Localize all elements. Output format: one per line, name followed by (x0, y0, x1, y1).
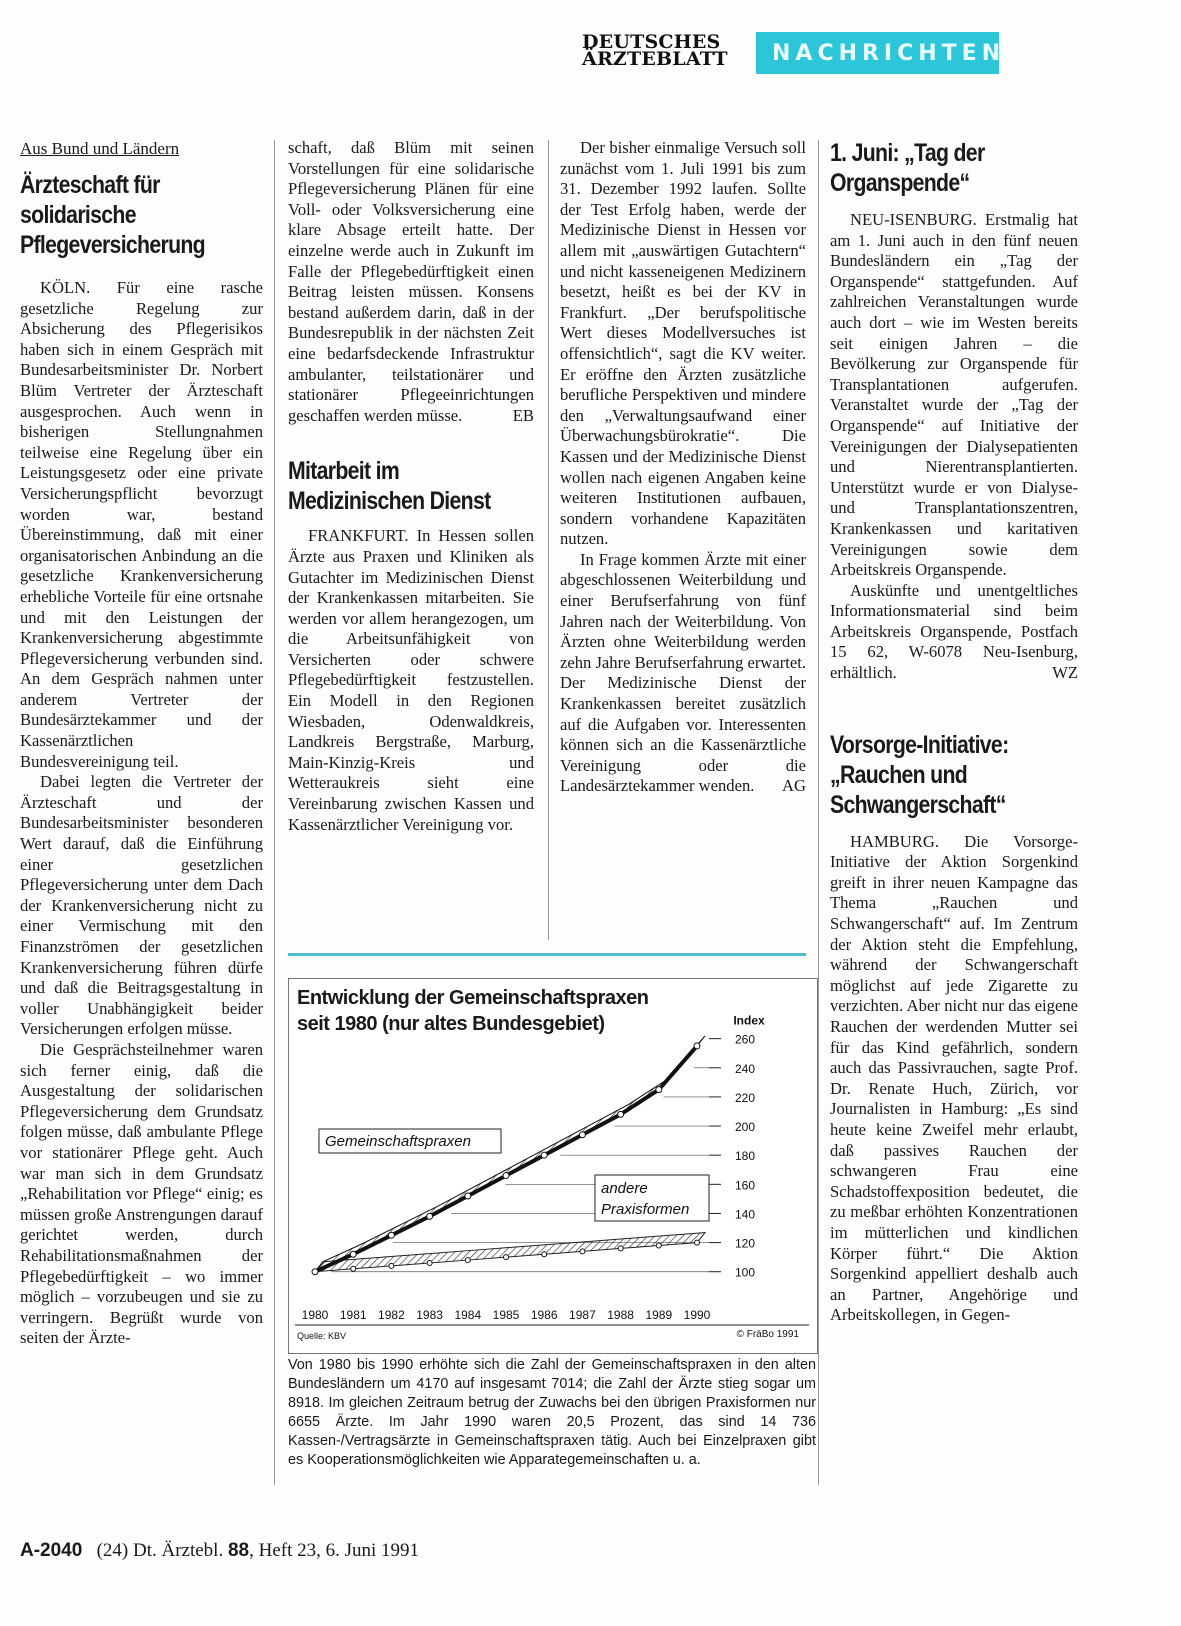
chart-source: Quelle: KBV (297, 1331, 347, 1341)
article4-headline: Vorsorge-Initiative: „Rauchen und Schwangerschaft“ (830, 730, 1009, 819)
column-1 (20, 138, 263, 1349)
data-point-andere-praxisformen (580, 1249, 585, 1254)
series-band-gemeinschaftspraxen (315, 1036, 705, 1272)
data-point-andere-praxisformen (504, 1255, 509, 1260)
kicker: Aus Bund und Ländern (20, 139, 180, 158)
x-tick-label: 1990 (683, 1308, 711, 1322)
article3-headline: 1. Juni: „Tag der Organspende“ (830, 139, 985, 197)
article2-paragraph-text: In Frage kommen Ärzte mit einer abgeschlossenen Weiterbildung und einer Berufserfahrung von fünf Jahren nach der Weiterbildung. Von Ärzten ohne Weiterbildung werden zehn Jahre Berufserfahrung erwartet. Der Medizinische Dienst der Krankenkassen bereitet zusätzlich auf die Aufgaben vor. Interessenten können sich an die Kassenärztliche Vereinigung oder die Landesärztekammer wenden. (560, 549, 807, 796)
x-tick-label: 1982 (378, 1308, 405, 1322)
data-point-gemeinschaftspraxen (579, 1132, 585, 1138)
article2-paragraph: Der bisher einmalige Versuch soll zunächst vom 1. Juli 1991 bis zum 31. Dezember 1992 laufen. Sollte der Test Erfolg haben, werde der Medizinische Dienst in Hessen vor allem mit „auswärtigen Gutachtern“ und nicht kasseneigenen Medizinern besetzt, heißt es bei der KV in Frankfurt. „Der berufspolitische Wert dieses Modellversuches ist offensichtlich“, sagt die KV weiter. Er eröffne den Ärzten zusätzliche berufliche Perspektiven und mindere den „Verwaltungsaufwand einer Überwachungsbürokratie“. Die Kassen und der Medizinische Dienst wollen nach eigenen Angaben keine weiteren Institutionen aufbauen, sondern vorhandene Kapazitäten nutzen. (560, 138, 806, 549)
column-4 (830, 138, 1078, 1326)
article1-signature: EB (512, 405, 534, 425)
masthead (582, 30, 1006, 78)
article3-paragraph (830, 581, 1078, 684)
article1-paragraph: KÖLN. Für eine rasche gesetzliche Regelung zur Absicherung des Pflegerisikos haben sich in einem Gespräch mit Bundesarbeitsminister Dr. Norbert Blüm Vertreter der Ärzteschaft ausgesprochen. Auch wenn in bisherigen Stellungnahmen teilweise eine Regelung über ein Leistungsgesetz oder eine private Versicherungspflicht bevorzugt worden war, bestand Übereinstimmung, daß mit einer organisatorischen Anbindung an die gesetzliche Krankenversicherung erhebliche Vorteile für eine ortsnahe und mit den Leistungen der Krankenversicherung abgestimmte Pflegeversicherung verbunden sind. An dem Gespräch nahmen unter anderem Vertreter der Bundesärztekammer und der Kassenärztlichen Bundesvereinigung teil. (20, 278, 263, 771)
article3-paragraph: NEU-ISENBURG. Erstmalig hat am 1. Juni auch in den fünf neuen Bundesländern ein „Tag der Organspende“ stattgefunden. Auf zahlreichen Veranstaltungen wurde auch dort – wie im Westen bereits seit einigen Jahren – die Bevölkerung zur Organspende für Transplantationen aufgerufen. Veranstaltet wurde der „Tag der Organspende“ auf Initiative der Vereinigungen der Dialysepatienten und Nierentransplantierten. Unterstützt wurde er von Dialyse- und Transplantationszentren, Krankenkassen und karitativen Vereinigungen sowie dem Arbeitskreis Organspende. (830, 210, 1078, 580)
column-divider (548, 140, 549, 940)
data-point-gemeinschaftspraxen (503, 1173, 509, 1179)
column-divider (274, 140, 275, 1485)
data-point-gemeinschaftspraxen (656, 1087, 662, 1093)
series-label-andere-praxisformen-line2: Praxisformen (601, 1201, 690, 1218)
data-point-andere-praxisformen (389, 1263, 394, 1268)
x-tick-label: 1985 (492, 1308, 520, 1322)
footer-citation-prefix: (24) Dt. Ärztebl. (96, 1540, 224, 1561)
article2-signature: AG (782, 776, 806, 796)
data-point-gemeinschaftspraxen (350, 1251, 356, 1257)
article2-paragraph (560, 550, 806, 797)
y-tick-label: 140 (734, 1207, 756, 1222)
data-point-andere-praxisformen (427, 1260, 432, 1265)
data-point-andere-praxisformen (465, 1258, 470, 1263)
article1-headline: Ärzteschaft für solidarische Pflegeversicherung (20, 171, 205, 259)
series-label-gemeinschaftspraxen: Gemeinschaftspraxen (325, 1133, 471, 1150)
data-point-gemeinschaftspraxen (388, 1232, 394, 1238)
y-tick-label: 260 (734, 1032, 756, 1047)
article2-paragraph: FRANKFURT. In Hessen sollen Ärzte aus Praxen und Kliniken als Gutachter im Medizinischen Dienst der Krankenkassen mitarbeiten. Sie werden vor allem herangezogen, um die Arbeitsunfähigkeit von Versicherten oder schwere Pflegebedürftigkeit festzustellen. Ein Modell in den Regionen Wiesbaden, Odenwaldkreis, Landkreis Bergstraße, Marburg, Main-Kinzig-Kreis und Wetteraukreis sieht eine Vereinbarung zwischen Kassen und Kassenärztlicher Vereinigung vor. (288, 526, 534, 834)
data-point-gemeinschaftspraxen (427, 1213, 433, 1219)
article3-paragraph-text: Auskünfte und unentgeltliches Informationsmaterial sind beim Arbeitskreis Organspende, Postfach 15 62, W-6078 Neu-Isenburg, erhältlich. (830, 580, 1078, 683)
x-tick-label: 1981 (339, 1308, 367, 1322)
chart-caption: Von 1980 bis 1990 erhöhte sich die Zahl der Gemeinschaftspraxen in den alten Bundesländern um 4170 auf insgesamt 7014; die Zahl der Ärzte stieg sogar um 8918. Im gleichen Zeitraum betrug der Zuwachs bei den übrigen Praxisformen nur 6655 Ärzte. Im Jahr 1990 waren 20,5 Prozent, das sind 14 736 Kassen-/Vertragsärzte in Gemeinschaftspraxen tätig. Auch bei Einzelpraxen gibt es Kooperationsmöglichkeiten wie Apparategemeinschaften u. a. (288, 1357, 816, 1468)
column-3 (560, 138, 806, 797)
data-point-andere-praxisformen (542, 1252, 547, 1257)
x-tick-label: 1989 (645, 1308, 673, 1322)
footer-volume: 88 (227, 1540, 250, 1561)
x-tick-label: 1988 (607, 1308, 634, 1322)
article1-continuation (288, 138, 534, 426)
x-tick-label: 1983 (416, 1308, 443, 1322)
x-tick-label: 1980 (301, 1308, 329, 1322)
chart-credit: © FräBo 1991 (736, 1329, 799, 1340)
y-axis-label: Index (733, 1013, 765, 1028)
y-tick-label: 120 (734, 1236, 756, 1251)
data-point-gemeinschaftspraxen (694, 1043, 700, 1049)
x-tick-label: 1984 (454, 1308, 482, 1322)
y-tick-label: 160 (734, 1178, 756, 1193)
data-point-gemeinschaftspraxen (465, 1193, 471, 1199)
y-tick-label: 200 (734, 1120, 756, 1135)
article1-paragraph: Dabei legten die Vertreter der Ärzteschaft und der Bundesarbeitsminister besonderen Wert darauf, daß die Einführung einer gesetzlichen Pflegeversicherung unter dem Dach der Krankenversicherung nicht zu einer Vermischung mit den Finanzströmen der gesetzlichen Krankenversicherung führen dürfe und daß die Beitragsgestaltung in voller Unabhängigkeit beider Versicherungen erfolgen müsse. (20, 772, 263, 1039)
article1-continuation-text: schaft, daß Blüm mit seinen Vorstellungen für eine solidarische Pflegeversicherung Plänen für eine Voll- oder Volksversicherung eine klare Absage erteilt hatte. Der einzelne werde auch in Zukunft im Falle der Pflegebedürftigkeit einen Beitrag leisten müssen. Konsens bestand außerdem darin, daß in der Bundesrepublik in der nächsten Zeit eine bedarfsdeckende Infrastruktur ambulanter, teilstationärer und stationärer Pflegeeinrichtungen geschaffen werden müsse. (288, 138, 534, 425)
data-point-andere-praxisformen (695, 1240, 700, 1245)
column-2 (288, 138, 534, 835)
x-tick-label: 1986 (530, 1308, 558, 1322)
data-point-andere-praxisformen (618, 1246, 623, 1251)
chart-separator (288, 953, 806, 956)
data-point-gemeinschaftspraxen (618, 1111, 624, 1117)
masthead-title (582, 31, 728, 70)
chart-title: Entwicklung der Gemeinschaftspraxen seit 1980 (nur altes Bundesgebiet) (297, 987, 649, 1035)
data-point-andere-praxisformen (351, 1266, 356, 1271)
chart-plot (289, 979, 817, 1353)
column-divider (818, 140, 819, 1485)
masthead-title-line1: DEUTSCHES (582, 31, 721, 53)
series-label-andere-praxisformen-line1: andere (601, 1180, 648, 1197)
data-point-gemeinschaftspraxen (541, 1152, 547, 1158)
footer-page-code: A-2040 (20, 1540, 83, 1561)
article3-signature: WZ (1052, 663, 1078, 683)
footer (20, 1540, 419, 1562)
chart (288, 978, 818, 1354)
masthead-title-line2: ÄRZTEBLATT (582, 48, 728, 70)
section-label: NACHRICHTEN (772, 41, 1006, 66)
data-point-gemeinschaftspraxen (312, 1269, 318, 1275)
y-tick-label: 100 (734, 1265, 756, 1280)
article1-paragraph: Die Gesprächsteilnehmer waren sich ferner einig, daß die Ausgestaltung der solidarischen Pflegeversicherung dem Grundsatz folgen müsse, daß ambulante Pflege vor stationärer Pflege geht. Auch war man sich in dem Grundsatz „Rehabilitation vor Pflege“ einig; es müssen große Anstrengungen darauf gerichtet werden, durch Rehabilitationsmaßnahmen der Pflegebedürftigkeit – wo immer möglich – vorzubeugen und sie zu verringern. Begrüßt wurde von seiten der Ärzte- (20, 1039, 263, 1348)
data-point-andere-praxisformen (656, 1243, 661, 1248)
y-tick-label: 240 (734, 1061, 756, 1076)
footer-citation-suffix: , Heft 23, 6. Juni 1991 (249, 1540, 420, 1561)
x-tick-label: 1987 (569, 1308, 596, 1322)
article4-paragraph: HAMBURG. Die Vorsorge-Initiative der Aktion Sorgenkind greift in ihrer neuen Kampagne das Thema „Rauchen und Schwangerschaft“ auf. Im Zentrum der Aktion steht die Empfehlung, während der Schwangerschaft möglichst auf jede Zigarette zu verzichten. Aber nicht nur das eigene Rauchen der werdenden Mutter sei für das Kind gefährlich, sondern auch das Passivrauchen, sagte Prof. Dr. Renate Huch, Zürich, vor Journalisten in Hamburg: „Es sind heute keine Zweifel mehr erlaubt, daß passives Rauchen der schwangeren Frau eine Schadstoffexposition bedeutet, die zu meßbar erhöhten Konzentrationen im mütterlichen und kindlichen Körper führt.“ Die Aktion Sorgenkind appelliert deshalb auch an Partner, Angehörige und Arbeitskollegen, in Gegen- (830, 831, 1078, 1325)
y-tick-label: 220 (734, 1090, 756, 1105)
y-tick-label: 180 (734, 1149, 756, 1164)
article2-headline: Mitarbeit im Medizinischen Dienst (288, 457, 491, 516)
